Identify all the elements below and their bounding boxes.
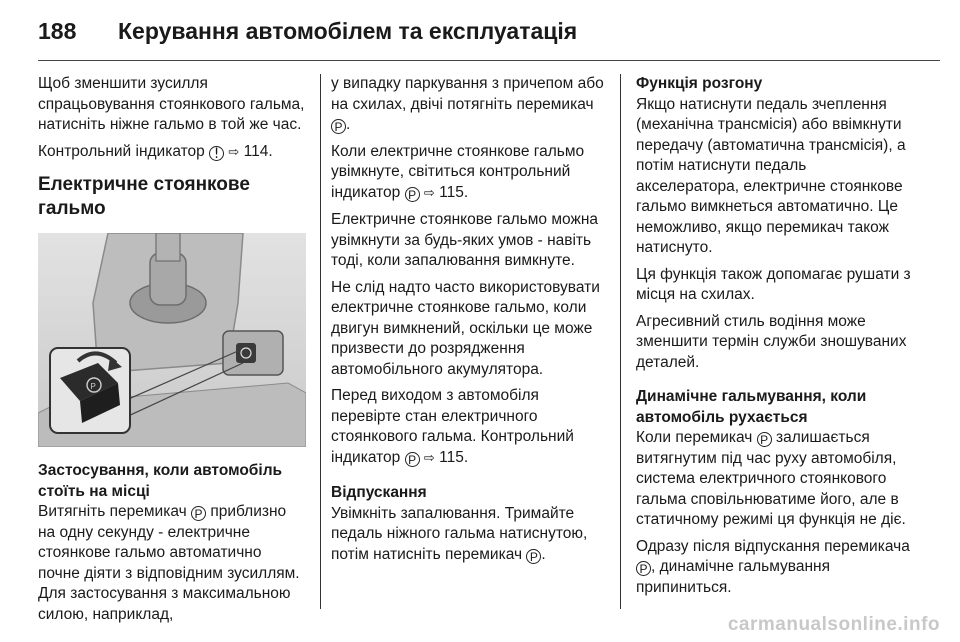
column-1: [38, 74, 306, 631]
page-number: 188: [38, 18, 77, 44]
paragraph: Щоб зменшити зусилля спрацьовування стоянкового гальма, натисніть ніжне гальмо в той же час.: [38, 75, 305, 133]
paragraph: Увімкніть запалювання. Тримайте педаль ніжного гальма натиснутою, потім натисніть перемикач P .: [331, 504, 588, 564]
subheading: Відпускання: [331, 484, 427, 501]
column-divider-2: [620, 74, 621, 609]
paragraph: Агресивний стиль водіння може зменшити термін служби зношуваних деталей.: [636, 312, 907, 371]
paragraph: у випадку паркування з причепом або на схилах, двічі потягніть перемикач P .: [331, 75, 604, 134]
subheading: Динамічне гальмування, коли автомобіль рухається: [636, 388, 867, 426]
paragraph: Коли перемикач P залишається витягнутим під час руху автомобіля, система електричного стоянкового гальма сповільнюватиме його, але в статичному режимі ця функція не діє.: [636, 429, 906, 528]
page-reference-arrow-icon: ⇨: [423, 450, 435, 466]
column-3: [636, 74, 911, 604]
parking-brake-icon: P: [757, 432, 772, 447]
paragraph: Електричне стоянкове гальмо можна увімкнути за будь-яких умов - навіть тоді, коли запалювання вимкнуте.: [331, 211, 598, 269]
svg-text:P: P: [90, 382, 96, 391]
parking-brake-icon: P: [405, 452, 420, 467]
subheading: Функція розгону: [636, 75, 763, 92]
subheading: Застосування, коли автомобіль стоїть на місці: [38, 462, 283, 500]
paragraph: Перед виходом з автомобіля перевірте стан електричного стоянкового гальма. Контрольний індикатор P ⇨ 115.: [331, 387, 574, 467]
page-reference-arrow-icon: ⇨: [423, 185, 435, 201]
illustration-svg: [38, 233, 306, 447]
parking-brake-switch-illustration: [38, 233, 306, 447]
parking-brake-icon: P: [191, 506, 206, 521]
header-divider: [38, 60, 940, 61]
paragraph: Одразу після відпускання перемикача P , динамічне гальмування припиниться.: [636, 537, 910, 596]
parking-brake-icon: P: [526, 549, 541, 564]
paragraph: Витягніть перемикач P приблизно на одну секунду - електричне стоянкове гальмо автоматично почне діяти з відповідним зусиллям. Для застосування з максимальною силою, наприклад,: [38, 503, 300, 623]
column-2: [331, 74, 607, 571]
paragraph: Не слід надто часто використовувати електричне стоянкове гальмо, коли двигун вимкнений, оскільки це може призвести до розрядження автомобільного акумулятора.: [331, 278, 600, 378]
parking-brake-icon: P: [331, 119, 346, 134]
section-title: Електричне стоянкове гальмо: [38, 174, 250, 219]
paragraph: Коли електричне стоянкове гальмо увімкнуте, світиться контрольний індикатор P ⇨ 115.: [331, 142, 585, 202]
parking-brake-icon: P: [405, 187, 420, 202]
page-reference: 115.: [439, 448, 469, 466]
parking-brake-icon: P: [636, 561, 651, 576]
paragraph: Якщо натиснути педаль зчеплення (механічна трансмісія) або ввімкнути передачу (автоматична трансмісія), а потім натиснути педаль акселератора, електричне стоянкове гальмо вимкнеться автоматично. Це неможливо, якщо перемикач також натиснуто.: [636, 95, 906, 256]
watermark: carmanualsonline.info: [727, 614, 940, 635]
paragraph: Контрольний індикатор ! ⇨ 114.: [38, 142, 273, 162]
page-reference: 115.: [439, 183, 469, 201]
column-divider-1: [320, 74, 321, 609]
page-reference-arrow-icon: ⇨: [228, 144, 240, 160]
paragraph: Ця функція також допомагає рушати з місця на схилах.: [636, 265, 911, 303]
brake-indicator-icon: !: [209, 146, 224, 161]
page-reference: 114.: [243, 142, 273, 160]
page-title: Керування автомобілем та експлуатація: [118, 18, 578, 44]
page-header: [38, 18, 577, 48]
